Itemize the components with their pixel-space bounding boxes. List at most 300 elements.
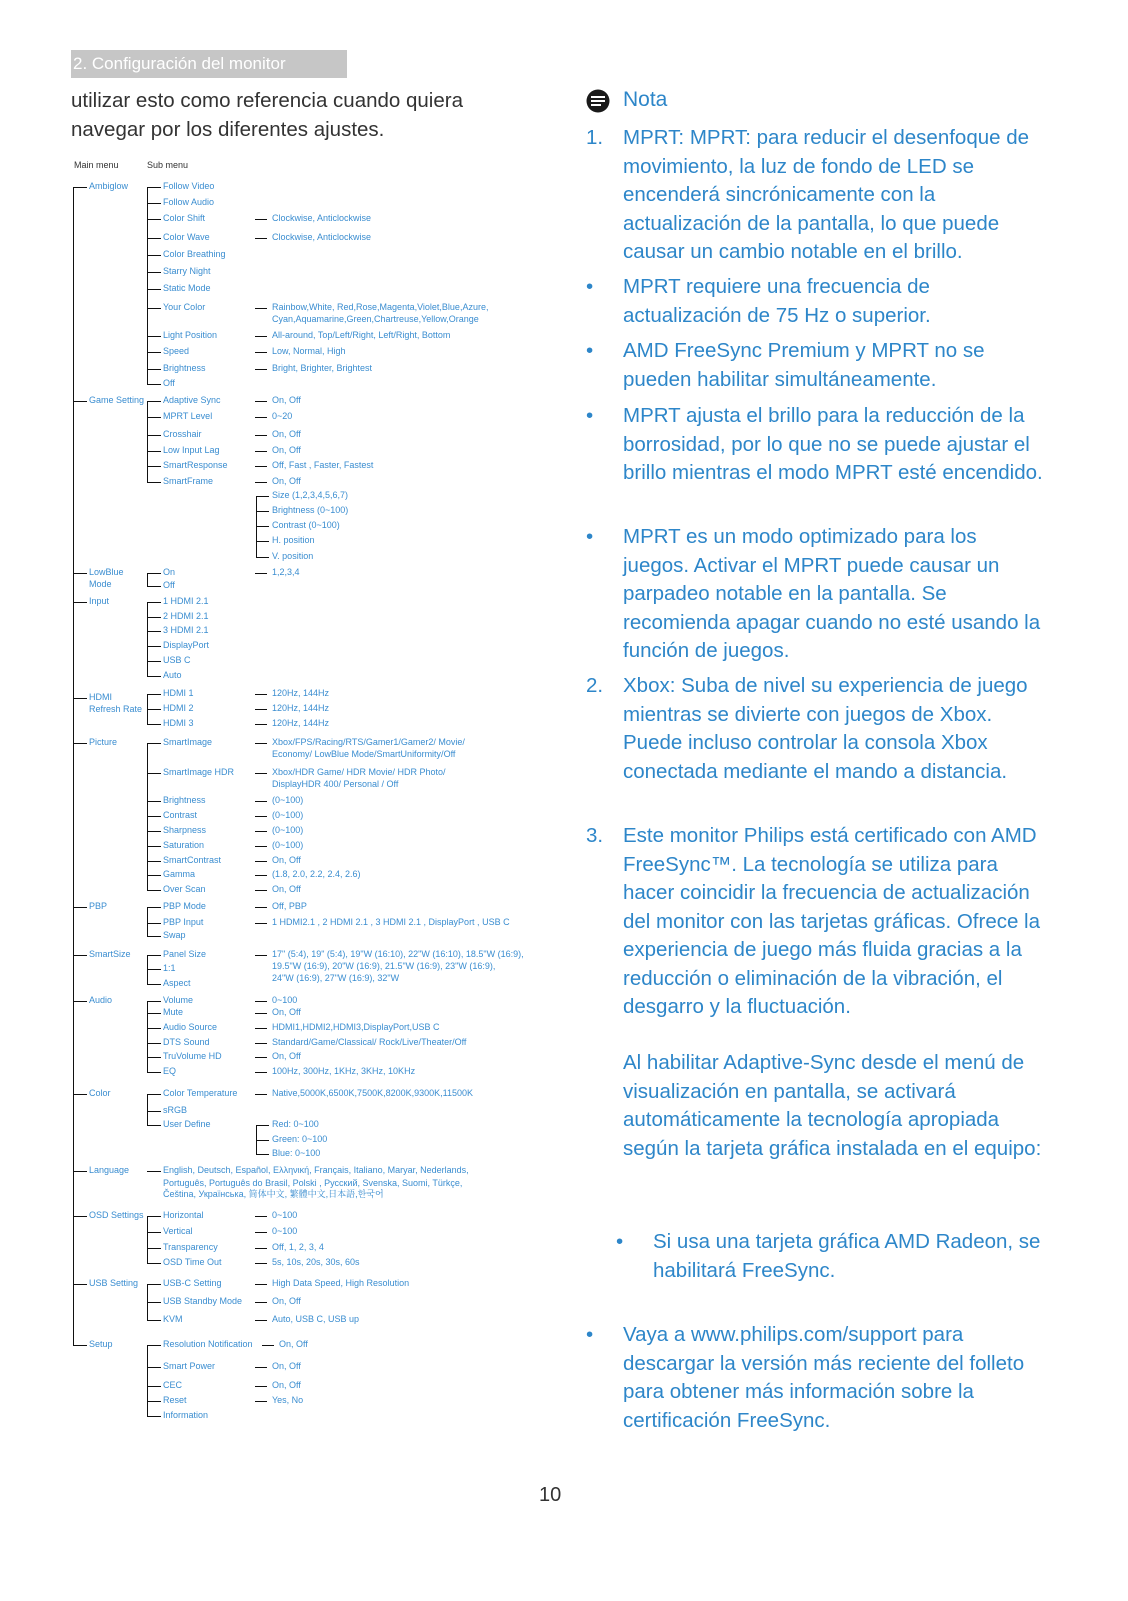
option-values: On, Off [279, 1339, 308, 1349]
tree-line [147, 955, 148, 985]
tree-line [147, 219, 161, 220]
tree-line [255, 238, 267, 239]
sub-menu-item: Reset [163, 1395, 187, 1405]
tree-line [147, 238, 161, 239]
language-list: Português, Português do Brasil, Polski , Русский, Svenska, Suomi, Türkçe, [163, 1178, 463, 1188]
option-values: Clockwise, Anticlockwise [272, 232, 372, 242]
option-values-line3: 24"W (16:9), 27"W (16:9), 32"W [272, 973, 400, 983]
sub-menu-item: Resolution Notification [163, 1339, 253, 1349]
note-item-text: AMD FreeSync Premium y MPRT no se pueden habilitar simultáneamente. [623, 339, 985, 391]
tree-line [256, 496, 257, 558]
sub-menu-item: DTS Sound [163, 1037, 210, 1047]
tree-line [255, 1302, 267, 1303]
sub-menu-item: User Define [163, 1119, 211, 1129]
tree-line [147, 743, 148, 891]
tree-line [147, 1345, 161, 1346]
tree-line [256, 496, 269, 497]
sub-menu-item: Starry Night [163, 266, 211, 276]
option-values: (0~100) [272, 825, 304, 835]
option-values: On, Off [272, 884, 301, 894]
tree-line [147, 1216, 148, 1264]
tree-line [147, 861, 161, 862]
main-menu-item-line2: Mode [89, 579, 112, 589]
tree-line [256, 1154, 269, 1155]
option-values: On, Off [272, 1361, 301, 1371]
sub-menu-item: Follow Audio [163, 197, 215, 207]
option-values-line2: Economy/ LowBlue Mode/SmartUniformity/Off [272, 749, 456, 759]
main-menu-item: LowBlue [89, 567, 124, 577]
tree-line [147, 1345, 148, 1417]
tree-line [147, 661, 161, 662]
tree-line [73, 1284, 87, 1285]
tree-line [255, 709, 267, 710]
tree-line [255, 890, 267, 891]
note-item-text: Vaya a www.philips.com/support para descargar la versión más reciente del folleto para obtener más información sobre la certificación FreeSync. [623, 1323, 1025, 1432]
tree-line [147, 1111, 161, 1112]
sub-option: Size (1,2,3,4,5,6,7) [272, 490, 349, 500]
option-values: On, Off [272, 1007, 301, 1017]
tree-line [256, 557, 269, 558]
sub-menu-item: Crosshair [163, 429, 202, 439]
tree-line [147, 435, 161, 436]
tree-line [256, 1140, 269, 1141]
main-menu-item: PBP [89, 901, 108, 911]
tree-line [147, 1284, 161, 1285]
tree-line [255, 1248, 267, 1249]
tree-line [147, 1320, 161, 1321]
tree-line [73, 1171, 87, 1172]
tree-line [147, 1232, 161, 1233]
sub-menu-item: Color Wave [163, 232, 210, 242]
tree-line [255, 1401, 267, 1402]
tree-line [255, 694, 267, 695]
note-item-marker: • [586, 525, 594, 548]
sub-menu-item: Your Color [163, 302, 206, 312]
tree-line [147, 890, 161, 891]
option-values-line2: DisplayHDR 400/ Personal / Off [272, 779, 399, 789]
main-menu-item: Language [89, 1165, 130, 1175]
tree-line [255, 724, 267, 725]
tree-line [255, 435, 267, 436]
sub-menu-item: Low Input Lag [163, 445, 220, 455]
tree-line [147, 272, 161, 273]
sub-option: Green: 0~100 [272, 1134, 328, 1144]
main-menu-item: Audio [89, 995, 113, 1005]
tree-line [147, 617, 161, 618]
tree-line [255, 907, 267, 908]
option-values: Low, Normal, High [272, 346, 346, 356]
note-item-text: MPRT ajusta el brillo para la reducción de la borrosidad, por lo que no se puede ajustar el brillo mientras el modo MPRT esté encendido. [623, 404, 1043, 484]
option-values: On, Off [272, 1296, 301, 1306]
tree-line [147, 203, 161, 204]
sub-menu-item: Follow Video [163, 181, 215, 191]
main-menu-item: Color [89, 1088, 111, 1098]
tree-line [147, 724, 161, 725]
note-item-marker: • [586, 339, 594, 362]
sub-menu-item: On [163, 567, 176, 577]
option-values: 1 HDMI2.1 , 2 HDMI 2.1 , 3 HDMI 2.1 , DisplayPort , USB C [272, 917, 510, 927]
option-values: Off, Fast , Faster, Fastest [272, 460, 374, 470]
sub-menu-item: Smart Power [163, 1361, 216, 1371]
sub-option: Brightness (0~100) [272, 505, 349, 515]
tree-line [147, 1125, 161, 1126]
tree-line [73, 955, 87, 956]
main-menu-item: Setup [89, 1339, 113, 1349]
tree-line [255, 773, 267, 774]
option-values: Off, 1, 2, 3, 4 [272, 1242, 324, 1252]
tree-line [73, 907, 87, 908]
sub-menu-item: sRGB [163, 1105, 188, 1115]
note-item-text: Al habilitar Adaptive-Sync desde el menú de visualización en pantalla, se activará automáticamente la tecnología apropiada según la tarjeta gráfica instalada en el equipo: [623, 1051, 1042, 1160]
tree-line [73, 401, 87, 402]
note-item-text: Este monitor Philips está certificado con AMD FreeSync™. La tecnología se utiliza para hacer coincidir la frecuencia de actualización del monitor con las tarjetas gráficas. Ofrece la experiencia de juego más fluida gracias a la reducción o eliminación de la vibración, el desgarro y la fluctuación. [623, 824, 1041, 1018]
tree-line [255, 401, 267, 402]
sub-menu-item: PBP Input [163, 917, 204, 927]
sub-option: Blue: 0~100 [272, 1148, 321, 1158]
sub-menu-item: Swap [163, 930, 186, 940]
tree-line [147, 646, 161, 647]
tree-line [255, 743, 267, 744]
tree-line [147, 1263, 161, 1264]
tree-line [73, 743, 87, 744]
option-values: Native,5000K,6500K,7500K,8200K,9300K,11500K [272, 1088, 473, 1098]
tree-line [256, 541, 269, 542]
sub-menu-item: Contrast [163, 810, 198, 820]
option-values: 0~100 [272, 1226, 298, 1236]
option-values: Standard/Game/Classical/ Rock/Live/Theater/Off [272, 1037, 467, 1047]
tree-line [73, 1345, 87, 1346]
sub-menu-item: Color Breathing [163, 249, 226, 259]
tree-line [73, 1216, 87, 1217]
option-values: Auto, USB C, USB up [272, 1314, 360, 1324]
sub-menu-item: Mute [163, 1007, 184, 1017]
sub-menu-item: Panel Size [163, 949, 207, 959]
sub-menu-item: Off [163, 580, 175, 590]
option-values: Clockwise, Anticlockwise [272, 213, 372, 223]
language-list: English, Deutsch, Español, Ελληνική, Français, Italiano, Maryar, Nederlands, [163, 1165, 469, 1175]
option-values: (0~100) [272, 795, 304, 805]
sub-menu-item: Adaptive Sync [163, 395, 221, 405]
tree-line [147, 401, 148, 483]
tree-line [255, 369, 267, 370]
tree-line [255, 1320, 267, 1321]
option-values: 17" (5:4), 19" (5:4), 19"W (16:10), 22"W (16:10), 18.5"W (16:9), [272, 949, 524, 959]
tree-line [255, 1013, 267, 1014]
tree-line [147, 482, 161, 483]
tree-line [255, 466, 267, 467]
note-icon [586, 89, 610, 113]
tree-line [147, 969, 161, 970]
tree-line [73, 1001, 87, 1002]
main-menu-item: Input [89, 596, 110, 606]
sub-menu-item: 1 HDMI 2.1 [163, 596, 209, 606]
tree-line [147, 846, 161, 847]
tree-line [147, 923, 161, 924]
page-number: 10 [539, 1484, 562, 1506]
option-values: Off, PBP [272, 901, 307, 911]
tree-line [255, 846, 267, 847]
tree-line [255, 1057, 267, 1058]
sub-menu-item: SmartImage [163, 737, 213, 747]
option-values: Yes, No [272, 1395, 304, 1405]
tree-line [255, 417, 267, 418]
sub-menu-header: Sub menu [147, 160, 189, 170]
sub-menu-item: Over Scan [163, 884, 206, 894]
sub-menu-item: PBP Mode [163, 901, 206, 911]
sub-menu-item: SmartFrame [163, 476, 214, 486]
tree-line [147, 1416, 161, 1417]
tree-line [147, 816, 161, 817]
tree-line [147, 187, 148, 385]
option-values: (0~100) [272, 840, 304, 850]
option-values: Bright, Brighter, Brightest [272, 363, 373, 373]
tree-line [256, 1125, 269, 1126]
sub-menu-item: SmartContrast [163, 855, 222, 865]
option-values: Xbox/FPS/Racing/RTS/Gamer1/Gamer2/ Movie/ [272, 737, 465, 747]
note-item-marker: • [586, 275, 594, 298]
tree-line [147, 384, 161, 385]
sub-menu-item: EQ [163, 1066, 177, 1076]
note-item-marker: • [586, 1323, 594, 1346]
note-item-marker: 1. [586, 126, 604, 149]
tree-line [262, 1345, 274, 1346]
sub-menu-item: 1:1 [163, 963, 176, 973]
sub-menu-item: SmartResponse [163, 460, 228, 470]
tree-line [255, 1001, 267, 1002]
sub-menu-item: OSD Time Out [163, 1257, 222, 1267]
option-values: 100Hz, 300Hz, 1KHz, 3KHz, 10KHz [272, 1066, 416, 1076]
note-item-marker: • [586, 404, 594, 427]
sub-menu-item: Audio Source [163, 1022, 218, 1032]
option-values: 0~100 [272, 995, 298, 1005]
sub-menu-item: USB C [163, 655, 191, 665]
tree-line [255, 482, 267, 483]
option-values: 120Hz, 144Hz [272, 718, 330, 728]
sub-menu-item: Color Shift [163, 213, 206, 223]
note-item-text: MPRT: MPRT: para reducir el desenfoque de movimiento, la luz de fondo de LED se encenderá sincrónicamente con la actualización de la pantalla, lo que puede causar un cambio notable en el brillo. [623, 126, 1030, 263]
tree-line [147, 1028, 161, 1029]
tree-line [255, 1386, 267, 1387]
sub-menu-item: SmartImage HDR [163, 767, 235, 777]
note-item-text: MPRT requiere una frecuencia de actualización de 75 Hz o superior. [623, 275, 931, 327]
language-list: Čeština, Українська, 简体中文, 繁體中文,日本語,한국어 [163, 1189, 384, 1199]
sub-option: V. position [272, 551, 314, 561]
tree-line [147, 709, 161, 710]
tree-line [147, 984, 161, 985]
tree-line [255, 861, 267, 862]
tree-line [73, 187, 87, 188]
tree-line [73, 573, 87, 574]
option-values: On, Off [272, 429, 301, 439]
tree-line [73, 698, 87, 699]
tree-line [255, 308, 267, 309]
tree-line [147, 1001, 148, 1073]
tree-line [147, 573, 161, 574]
tree-line [147, 187, 161, 188]
tree-line [147, 289, 161, 290]
sub-menu-item: KVM [163, 1314, 183, 1324]
section-title: 2. Configuración del monitor [73, 54, 286, 73]
option-values: Xbox/HDR Game/ HDR Movie/ HDR Photo/ [272, 767, 446, 777]
tree-line [147, 308, 161, 309]
tree-line [147, 773, 161, 774]
tree-line [147, 1072, 161, 1073]
note-item-text: Si usa una tarjeta gráfica AMD Radeon, se habilitará FreeSync. [653, 1230, 1041, 1282]
tree-line [255, 1216, 267, 1217]
tree-line [147, 466, 161, 467]
sub-option: Contrast (0~100) [272, 520, 340, 530]
option-values: HDMI1,HDMI2,HDMI3,DisplayPort,USB C [272, 1022, 440, 1032]
main-menu-item: OSD Settings [89, 1210, 144, 1220]
tree-line [147, 631, 161, 632]
sub-menu-item: HDMI 3 [163, 718, 194, 728]
tree-line [147, 1367, 161, 1368]
sub-menu-item: HDMI 1 [163, 688, 194, 698]
tree-line [147, 1013, 161, 1014]
sub-menu-item: Gamma [163, 869, 196, 879]
tree-line [147, 1248, 161, 1249]
sub-menu-item: Volume [163, 995, 194, 1005]
tree-line [255, 1367, 267, 1368]
main-menu-item: HDMI [89, 692, 112, 702]
tree-line [147, 602, 148, 677]
tree-line [147, 1171, 161, 1172]
option-values: (1.8, 2.0, 2.2, 2.4, 2.6) [272, 869, 361, 879]
main-menu-item: SmartSize [89, 949, 131, 959]
tree-line [255, 816, 267, 817]
tree-line [147, 401, 161, 402]
tree-line [255, 1094, 267, 1095]
tree-line [255, 451, 267, 452]
sub-menu-item: MPRT Level [163, 411, 213, 421]
tree-line [147, 369, 161, 370]
tree-line [255, 801, 267, 802]
note-title: Nota [623, 88, 668, 111]
tree-line [255, 336, 267, 337]
tree-line [147, 417, 161, 418]
option-values: All-around, Top/Left/Right, Left/Right, Bottom [272, 330, 451, 340]
tree-line [147, 1216, 161, 1217]
tree-line [147, 1001, 161, 1002]
tree-line [256, 511, 269, 512]
tree-line [147, 831, 161, 832]
sub-menu-item: Information [163, 1410, 209, 1420]
option-values-line2: Cyan,Aquamarine,Green,Chartreuse,Yellow,Orange [272, 314, 479, 324]
main-menu-item: Ambiglow [89, 181, 129, 191]
sub-menu-item: Horizontal [163, 1210, 204, 1220]
tree-line [255, 1028, 267, 1029]
tree-line [255, 1284, 267, 1285]
main-menu-item: Game Setting [89, 395, 145, 405]
sub-menu-item: Vertical [163, 1226, 193, 1236]
option-values-line2: 19.5"W (16:9), 20"W (16:9), 21.5"W (16:9), 23"W (16:9), [272, 961, 496, 971]
sub-menu-item: Brightness [163, 795, 206, 805]
sub-menu-item: HDMI 2 [163, 703, 194, 713]
tree-line [255, 1072, 267, 1073]
sub-menu-item: DisplayPort [163, 640, 210, 650]
tree-line [147, 936, 161, 937]
tree-line [147, 1302, 161, 1303]
sub-menu-item: CEC [163, 1380, 183, 1390]
tree-line [147, 451, 161, 452]
intro-paragraph: utilizar esto como referencia cuando quiera navegar por los diferentes ajustes. [71, 89, 463, 141]
option-values: On, Off [272, 395, 301, 405]
sub-option: H. position [272, 535, 315, 545]
tree-line [147, 1043, 161, 1044]
tree-line [147, 255, 161, 256]
note-item-marker: • [616, 1230, 624, 1253]
main-menu-item: Picture [89, 737, 118, 747]
tree-line [73, 1094, 87, 1095]
tree-line [147, 586, 161, 587]
sub-menu-item: TruVolume HD [163, 1051, 222, 1061]
option-values: 0~20 [272, 411, 293, 421]
tree-line [147, 694, 161, 695]
sub-menu-item: 2 HDMI 2.1 [163, 611, 209, 621]
tree-line [147, 955, 161, 956]
note-item-text: Xbox: Suba de nivel su experiencia de juego mientras se divierte con juegos de Xbox. Puede incluso controlar la consola Xbox conectada mediante el mando a distancia. [623, 674, 1028, 783]
tree-line [73, 602, 87, 603]
option-values: 0~100 [272, 1210, 298, 1220]
tree-line [147, 676, 161, 677]
note-item-marker: 3. [586, 824, 604, 847]
option-values: 5s, 10s, 20s, 30s, 60s [272, 1257, 360, 1267]
tree-line [255, 219, 267, 220]
sub-menu-item: Auto [163, 670, 182, 680]
tree-line [255, 573, 267, 574]
sub-menu-item: Saturation [163, 840, 205, 850]
tree-line [147, 743, 161, 744]
main-menu-item-line2: Refresh Rate [89, 704, 143, 714]
sub-menu-item: USB-C Setting [163, 1278, 222, 1288]
tree-line [147, 1401, 161, 1402]
tree-line [147, 602, 161, 603]
tree-line [255, 1263, 267, 1264]
sub-menu-item: Static Mode [163, 283, 211, 293]
tree-line [147, 875, 161, 876]
tree-line [255, 831, 267, 832]
tree-line [147, 1057, 161, 1058]
sub-menu-item: Off [163, 378, 175, 388]
tree-line [256, 526, 269, 527]
note-item-marker: 2. [586, 674, 604, 697]
option-values: Rainbow,White, Red,Rose,Magenta,Violet,Blue,Azure, [272, 302, 489, 312]
sub-menu-item: Speed [163, 346, 190, 356]
option-values: 120Hz, 144Hz [272, 688, 330, 698]
option-values: High Data Speed, High Resolution [272, 1278, 410, 1288]
tree-line [147, 1386, 161, 1387]
option-values: On, Off [272, 476, 301, 486]
option-values: On, Off [272, 445, 301, 455]
main-menu-item: USB Setting [89, 1278, 139, 1288]
tree-line [255, 923, 267, 924]
tree-line [147, 1094, 148, 1126]
tree-line [147, 336, 161, 337]
sub-menu-item: Color Temperature [163, 1088, 238, 1098]
tree-line [255, 352, 267, 353]
sub-option: Red: 0~100 [272, 1119, 319, 1129]
sub-menu-item: USB Standby Mode [163, 1296, 243, 1306]
option-values: On, Off [272, 855, 301, 865]
sub-menu-item: Brightness [163, 363, 206, 373]
option-values: 1,2,3,4 [272, 567, 300, 577]
tree-line [255, 955, 267, 956]
option-values: (0~100) [272, 810, 304, 820]
option-values: On, Off [272, 1380, 301, 1390]
tree-line [147, 352, 161, 353]
tree-line [147, 907, 148, 937]
tree-line [147, 573, 148, 587]
